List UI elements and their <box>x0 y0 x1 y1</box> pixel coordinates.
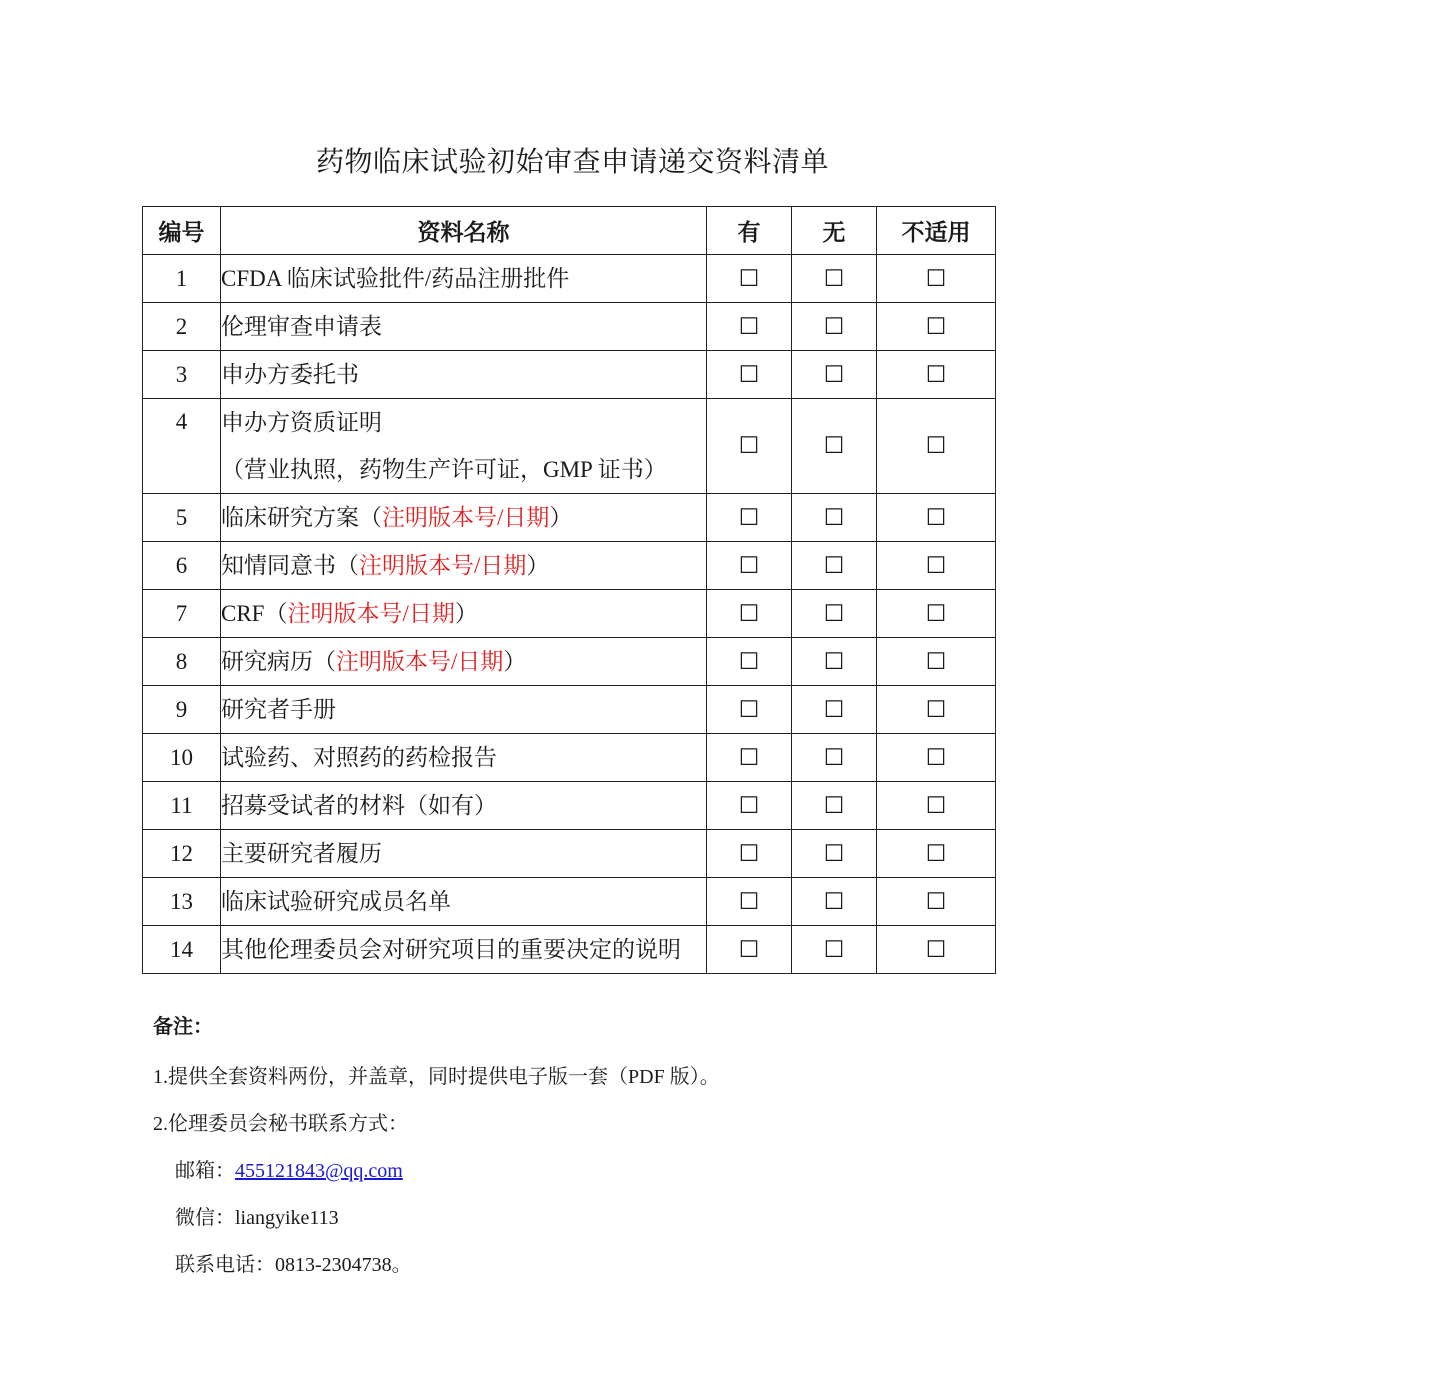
document-name <box>221 734 706 781</box>
table-row <box>143 303 996 351</box>
table-row <box>143 686 996 734</box>
checkbox-na[interactable]: ☐ <box>877 686 996 734</box>
document-name-text: 临床试验研究成员名单 <box>221 889 451 914</box>
table-body <box>143 255 996 974</box>
table-row <box>143 255 996 303</box>
document-name <box>221 590 706 637</box>
document-name-text: CFDA 临床试验批件/药品注册批件 <box>221 266 570 291</box>
checkbox-na[interactable]: ☐ <box>877 638 996 686</box>
checkbox-no[interactable]: ☐ <box>792 255 877 303</box>
document-name <box>221 303 706 350</box>
table-row <box>143 351 996 399</box>
document-name-text: 知情同意书（ <box>221 553 359 578</box>
checkbox-no[interactable]: ☐ <box>792 686 877 734</box>
row-number: 6 <box>143 542 221 590</box>
table-row <box>143 399 996 494</box>
document-name <box>221 399 706 446</box>
row-number: 7 <box>143 590 221 638</box>
row-number: 9 <box>143 686 221 734</box>
version-date-note: 注明版本号/日期 <box>359 553 527 578</box>
document-name <box>221 638 706 685</box>
checkbox-no[interactable]: ☐ <box>792 590 877 638</box>
checkbox-yes[interactable]: ☐ <box>707 734 792 782</box>
row-number: 11 <box>143 782 221 830</box>
table-row <box>143 878 996 926</box>
checkbox-na[interactable]: ☐ <box>877 351 996 399</box>
checkbox-na[interactable]: ☐ <box>877 590 996 638</box>
document-name-cell <box>221 830 707 878</box>
checkbox-yes[interactable]: ☐ <box>707 399 792 494</box>
checkbox-na[interactable]: ☐ <box>877 926 996 974</box>
document-name-text: 申办方资质证明 <box>221 410 382 435</box>
table-row <box>143 926 996 974</box>
document-name <box>221 351 706 398</box>
document-name-cell <box>221 878 707 926</box>
document-name <box>221 255 706 302</box>
checkbox-yes[interactable]: ☐ <box>707 542 792 590</box>
checkbox-na[interactable]: ☐ <box>877 303 996 351</box>
checkbox-na[interactable]: ☐ <box>877 734 996 782</box>
checkbox-no[interactable]: ☐ <box>792 782 877 830</box>
checkbox-no[interactable]: ☐ <box>792 638 877 686</box>
document-name <box>221 782 706 829</box>
table-row <box>143 830 996 878</box>
document-name-text: 其他伦理委员会对研究项目的重要决定的说明 <box>221 937 681 962</box>
document-name-text: 伦理审查申请表 <box>221 314 382 339</box>
phone-line <box>175 1248 412 1277</box>
header-name: 资料名称 <box>221 207 707 255</box>
checkbox-yes[interactable]: ☐ <box>707 686 792 734</box>
row-number: 3 <box>143 351 221 399</box>
document-name-cell <box>221 542 707 590</box>
row-number: 8 <box>143 638 221 686</box>
document-name-cell <box>221 686 707 734</box>
document-name-cell <box>221 638 707 686</box>
notes-heading: 备注： <box>153 1016 213 1038</box>
email-link[interactable]: 455121843@qq.com <box>235 1160 403 1182</box>
document-name-tail: ） <box>454 601 478 626</box>
document-name-text: CRF（ <box>221 601 288 626</box>
header-no: 无 <box>792 207 877 255</box>
row-number: 4 <box>143 399 221 494</box>
checkbox-yes[interactable]: ☐ <box>707 590 792 638</box>
phone-number: 0813-2304738。 <box>275 1254 412 1276</box>
document-name-text: 临床研究方案（ <box>221 505 382 530</box>
row-number: 2 <box>143 303 221 351</box>
version-date-note: 注明版本号/日期 <box>382 505 550 530</box>
checkbox-yes[interactable]: ☐ <box>707 255 792 303</box>
checkbox-no[interactable]: ☐ <box>792 303 877 351</box>
document-name-text: 申办方委托书 <box>221 362 359 387</box>
checkbox-na[interactable]: ☐ <box>877 399 996 494</box>
table-row <box>143 638 996 686</box>
note-item-2: 2.伦理委员会秘书联系方式： <box>153 1113 408 1135</box>
submission-checklist-table <box>142 206 996 974</box>
checkbox-no[interactable]: ☐ <box>792 542 877 590</box>
row-number: 13 <box>143 878 221 926</box>
document-name-cell <box>221 255 707 303</box>
wechat-line <box>175 1201 339 1230</box>
checkbox-no[interactable]: ☐ <box>792 494 877 542</box>
document-name-cell <box>221 351 707 399</box>
checkbox-na[interactable]: ☐ <box>877 542 996 590</box>
table-row <box>143 590 996 638</box>
document-name-cell <box>221 303 707 351</box>
document-name-tail: ） <box>503 649 527 674</box>
document-name-cell <box>221 926 707 974</box>
checkbox-na[interactable]: ☐ <box>877 782 996 830</box>
document-name-text: 招募受试者的材料（如有） <box>221 793 497 818</box>
checkbox-no[interactable]: ☐ <box>792 734 877 782</box>
checkbox-yes[interactable]: ☐ <box>707 303 792 351</box>
checkbox-na[interactable]: ☐ <box>877 830 996 878</box>
table-row <box>143 494 996 542</box>
checkbox-yes[interactable]: ☐ <box>707 926 792 974</box>
row-number: 14 <box>143 926 221 974</box>
document-name-cell <box>221 494 707 542</box>
checkbox-no[interactable]: ☐ <box>792 351 877 399</box>
wechat-label: 微信： <box>175 1207 235 1229</box>
checkbox-yes[interactable]: ☐ <box>707 351 792 399</box>
checkbox-yes[interactable]: ☐ <box>707 878 792 926</box>
checkbox-yes[interactable]: ☐ <box>707 494 792 542</box>
header-na: 不适用 <box>877 207 996 255</box>
phone-label: 联系电话： <box>175 1254 275 1276</box>
document-name-text: 主要研究者履历 <box>221 841 382 866</box>
document-name <box>221 686 706 733</box>
checkbox-no[interactable]: ☐ <box>792 926 877 974</box>
row-number: 12 <box>143 830 221 878</box>
checkbox-na[interactable]: ☐ <box>877 878 996 926</box>
checkbox-na[interactable]: ☐ <box>877 255 996 303</box>
document-name-cell <box>221 590 707 638</box>
header-yes: 有 <box>707 207 792 255</box>
document-name-detail: （营业执照，药物生产许可证，GMP 证书） <box>221 457 667 482</box>
row-number: 1 <box>143 255 221 303</box>
document-name-cell <box>221 399 707 494</box>
note-item-1: 1.提供全套资料两份，并盖章，同时提供电子版一套（PDF 版）。 <box>153 1066 720 1088</box>
checkbox-yes[interactable]: ☐ <box>707 638 792 686</box>
table-row <box>143 542 996 590</box>
document-name-text: 研究者手册 <box>221 697 336 722</box>
table-row <box>143 734 996 782</box>
checkbox-no[interactable]: ☐ <box>792 878 877 926</box>
document-name-tail: ） <box>526 553 550 578</box>
checkbox-yes[interactable]: ☐ <box>707 782 792 830</box>
checkbox-no[interactable]: ☐ <box>792 830 877 878</box>
document-name <box>221 494 706 541</box>
document-name-cell <box>221 734 707 782</box>
document-name <box>221 830 706 877</box>
email-label: 邮箱： <box>175 1160 235 1182</box>
header-num: 编号 <box>143 207 221 255</box>
table-header-row <box>143 207 996 255</box>
checkbox-na[interactable]: ☐ <box>877 494 996 542</box>
document-title: 药物临床试验初始审查申请递交资料清单 <box>316 147 830 178</box>
row-number: 10 <box>143 734 221 782</box>
email-line <box>175 1154 403 1183</box>
document-name-text: 试验药、对照药的药检报告 <box>221 745 497 770</box>
version-date-note: 注明版本号/日期 <box>336 649 504 674</box>
document-name-text: 研究病历（ <box>221 649 336 674</box>
table-row <box>143 782 996 830</box>
document-name-cell <box>221 782 707 830</box>
checkbox-yes[interactable]: ☐ <box>707 830 792 878</box>
wechat-id: liangyike113 <box>235 1207 339 1229</box>
document-name <box>221 926 706 973</box>
row-number: 5 <box>143 494 221 542</box>
checkbox-no[interactable]: ☐ <box>792 399 877 494</box>
version-date-note: 注明版本号/日期 <box>287 601 455 626</box>
document-name <box>221 878 706 925</box>
document-name-tail: ） <box>549 505 573 530</box>
document-name <box>221 542 706 589</box>
